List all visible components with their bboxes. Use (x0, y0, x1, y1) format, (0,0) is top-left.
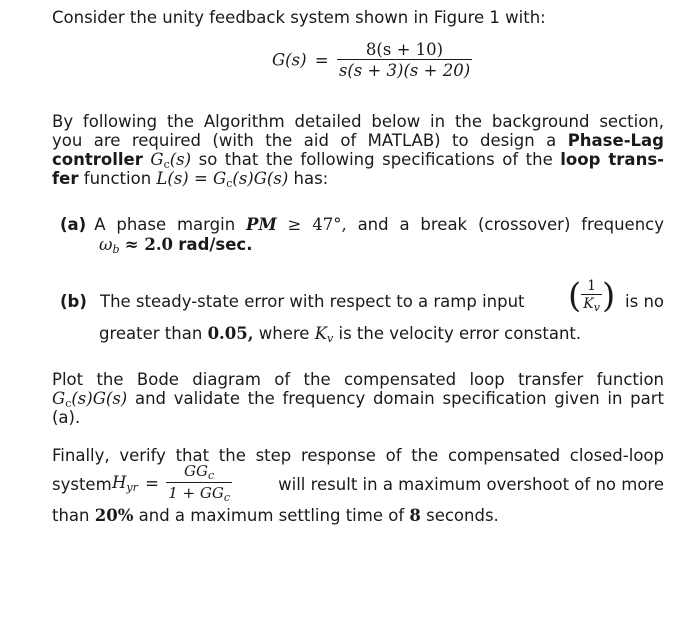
spec-b-l2b: where (258, 324, 310, 343)
para1-line4 (52, 169, 664, 193)
gc-symbol: $G_c(s)$ (150, 150, 192, 171)
tf-lhs: G(s) (272, 50, 307, 70)
transfer-function (272, 40, 472, 80)
para1-line1: By following the Algorithm detailed below in the background section, (52, 112, 664, 131)
spec-b-t2: is no (625, 292, 664, 311)
hyr-fraction (166, 462, 232, 504)
spec-b-l2a: greater than (99, 324, 203, 343)
para3-line2 (52, 462, 664, 506)
para3-system: system (52, 475, 112, 494)
tf-equals: = (314, 50, 329, 70)
controller-term: controller (52, 150, 143, 169)
para3-l3c: seconds. (426, 506, 499, 525)
para3-l3a: than (52, 506, 90, 525)
para1-l4f: has: (288, 169, 329, 188)
para1-l2a: you are required (with the aid of MATLAB) to design a (52, 131, 568, 150)
crossover-unit: rad/sec. (178, 235, 253, 254)
kv-symbol: $K_v$ (314, 324, 334, 345)
para1-line2 (52, 131, 664, 150)
para1-l3e: so that the following specifications of the (191, 150, 561, 169)
spec-a-t1: A phase margin (94, 215, 236, 234)
hyr-den: $1 + GG_c$ (168, 484, 230, 504)
para1-l4b: function (78, 169, 157, 188)
loop-trans-term: loop trans- (560, 150, 664, 169)
tf-denominator: s(s + 3)(s + 20) (338, 61, 471, 80)
hyr-symbol: $H_{yr}$ (112, 472, 138, 494)
spec-b-l2c: is the velocity error constant. (338, 324, 582, 343)
spec-a-line2 (99, 235, 252, 259)
pm-symbol: PM (246, 215, 277, 234)
loop-tf-expression: $L(s) = G_c(s)G(s)$ (156, 169, 289, 190)
tf-fraction (337, 40, 472, 80)
intro-text: Consider the unity feedback system shown in Figure 1 with: (52, 8, 546, 27)
overshoot-value: 20% (94, 506, 134, 525)
crossover-value: ≈ 2.0 (124, 235, 174, 254)
omega-b-symbol: $\omega_b$ (99, 235, 120, 256)
hyr-equals: = (145, 473, 159, 493)
spec-b-line1 (60, 278, 664, 322)
spec-a-line1 (60, 215, 664, 234)
ess-value: 0.05, (207, 324, 254, 343)
ramp-num: 1 (587, 278, 597, 294)
para2-line3: (a). (52, 408, 81, 427)
para3-line3 (52, 506, 664, 525)
para2-l2d: and validate the frequency domain specification given in part (127, 389, 664, 408)
left-paren: ( (568, 276, 582, 316)
phase-lag-term: Phase-Lag (567, 131, 664, 150)
spec-a-t2: and a break (crossover) frequency (357, 215, 665, 234)
hyr-num: $GG_c$ (184, 462, 215, 482)
spec-a-label: (a) (60, 215, 87, 234)
settling-value: 8 (409, 506, 421, 525)
gc-g-symbol: $G_c(s)G(s)$ (52, 389, 128, 410)
hyr-expression (112, 462, 232, 504)
ramp-den: $K_v$ (583, 296, 600, 314)
para3-l2b: will result in a maximum overshoot of no more (278, 475, 664, 494)
para2-line1: Plot the Bode diagram of the compensated loop transfer function (52, 370, 664, 389)
tf-numerator: 8(s + 10) (365, 40, 444, 59)
right-paren: ) (601, 276, 616, 316)
fer-term: fer (52, 169, 79, 188)
spec-b-t1: The steady-state error with respect to a ramp input (100, 292, 525, 311)
spec-b-label: (b) (60, 292, 87, 311)
spec-b-line2 (99, 324, 581, 348)
para3-line1: Finally, verify that the step response of the compensated closed-loop (52, 446, 664, 465)
one-over-kv (581, 278, 602, 314)
ramp-fraction (568, 278, 615, 314)
para3-l3b: and a maximum settling time of (138, 506, 405, 525)
pm-value: ≥ 47°, (287, 215, 347, 234)
